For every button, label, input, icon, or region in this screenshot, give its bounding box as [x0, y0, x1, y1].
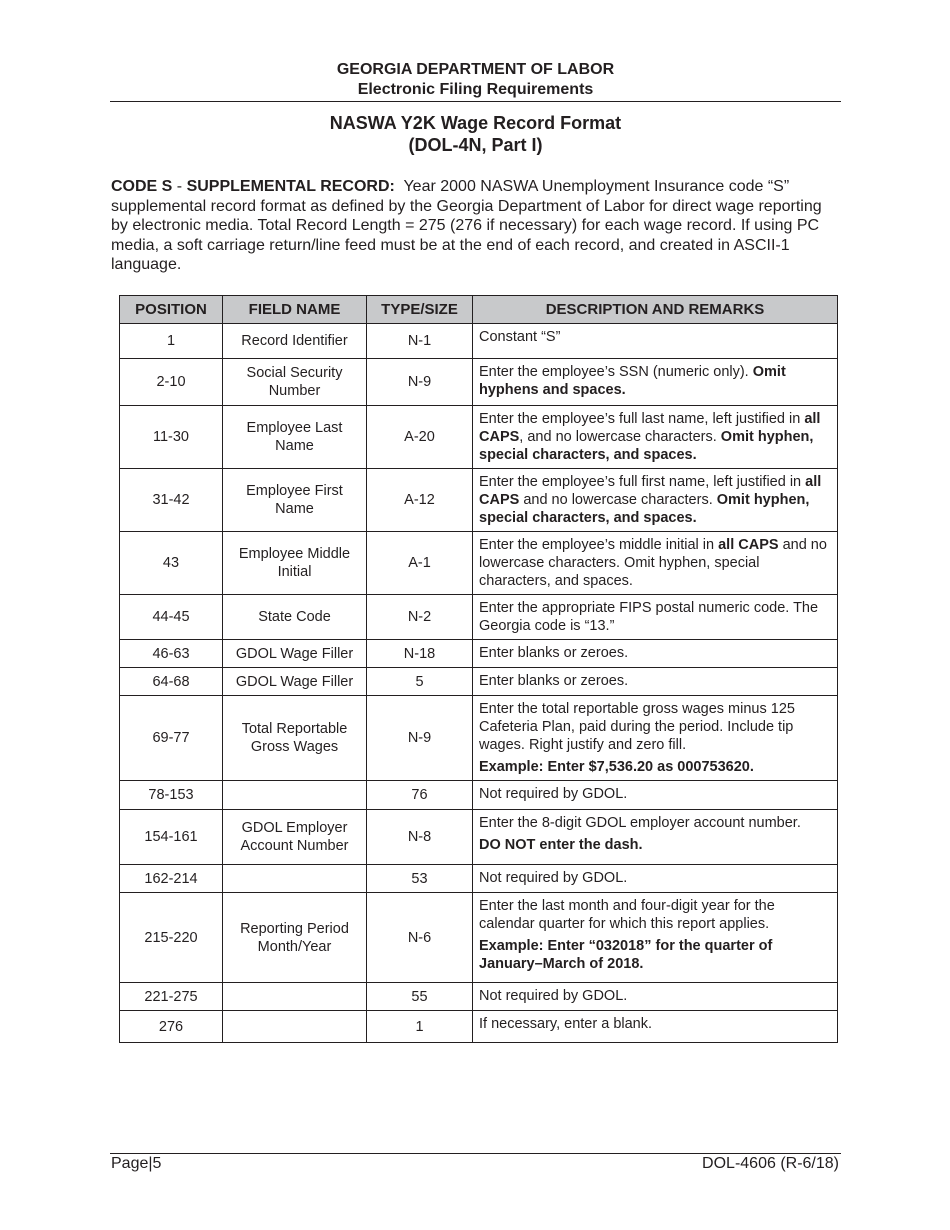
cell-field-name: Employee Middle Initial — [223, 532, 367, 595]
cell-field-name: Employee First Name — [223, 469, 367, 532]
cell-position: 31-42 — [120, 469, 223, 532]
cell-position: 78-153 — [120, 781, 223, 810]
cell-field-name: GDOL Employer Account Number — [223, 810, 367, 865]
table-row — [120, 595, 838, 640]
cell-type-size: N-9 — [367, 696, 473, 781]
cell-field-name: Employee Last Name — [223, 406, 367, 469]
description-text: Enter the employee’s full last name, left justified in — [479, 411, 805, 427]
cell-field-name: Social Security Number — [223, 359, 367, 406]
intro-separator: - — [172, 178, 187, 195]
table-row — [120, 865, 838, 893]
cell-description — [473, 469, 838, 532]
cell-description — [473, 406, 838, 469]
cell-type-size: N-9 — [367, 359, 473, 406]
title-line-2: (DOL-4N, Part I) — [408, 135, 543, 155]
description-emphasis: Omit hyphen, special characters, and spaces. — [479, 429, 814, 463]
cell-description — [473, 640, 838, 668]
description-text: Enter the 8-digit GDOL employer account number. — [479, 815, 801, 831]
cell-field-name — [223, 865, 367, 893]
description-caps: all CAPS — [479, 474, 822, 508]
header-position: POSITION — [120, 296, 223, 324]
description-text-continued: and no lowercase characters. Omit hyphen, special characters, and spaces. — [479, 537, 831, 589]
header-divider — [110, 101, 841, 102]
cell-description — [473, 595, 838, 640]
title-line-1: NASWA Y2K Wage Record Format — [329, 113, 622, 133]
cell-position: 44-45 — [120, 595, 223, 640]
cell-field-name: Total Reportable Gross Wages — [223, 696, 367, 781]
cell-type-size: N-1 — [367, 324, 473, 359]
cell-position: 276 — [120, 1011, 223, 1043]
cell-description — [473, 532, 838, 595]
description-text: Not required by GDOL. — [479, 786, 628, 802]
table-row — [120, 469, 838, 532]
cell-field-name: GDOL Wage Filler — [223, 640, 367, 668]
table-row — [120, 532, 838, 595]
description-text: Enter the total reportable gross wages minus 125 Cafeteria Plan, paid during the period. Include tip wages. Right justify and zero fill. — [479, 701, 799, 753]
cell-description — [473, 696, 838, 781]
cell-position: 2-10 — [120, 359, 223, 406]
description-text-continued: , and no lowercase characters. — [519, 429, 721, 445]
cell-position: 64-68 — [120, 668, 223, 696]
cell-field-name — [223, 983, 367, 1011]
cell-description — [473, 1011, 838, 1043]
description-caps: all CAPS — [718, 537, 779, 553]
table-row — [120, 640, 838, 668]
cell-field-name: Reporting Period Month/Year — [223, 893, 367, 983]
cell-type-size: A-20 — [367, 406, 473, 469]
table-row — [120, 359, 838, 406]
cell-type-size: A-12 — [367, 469, 473, 532]
cell-field-name — [223, 1011, 367, 1043]
table-row — [120, 983, 838, 1011]
cell-type-size: N-8 — [367, 810, 473, 865]
description-text-continued: and no lowercase characters. — [519, 492, 717, 508]
description-example: DO NOT enter the dash. — [479, 837, 643, 853]
cell-position: 46-63 — [120, 640, 223, 668]
cell-field-name: Record Identifier — [223, 324, 367, 359]
table-row — [120, 406, 838, 469]
intro-label: SUPPLEMENTAL RECORD: — [186, 178, 395, 195]
description-emphasis: Omit hyphens and spaces. — [479, 364, 786, 398]
cell-description — [473, 668, 838, 696]
table-row — [120, 781, 838, 810]
cell-description — [473, 865, 838, 893]
record-format-table — [119, 295, 838, 1043]
footer-divider — [110, 1153, 841, 1154]
description-example: Example: Enter $7,536.20 as 000753620. — [479, 759, 754, 775]
org-name: GEORGIA DEPARTMENT OF LABOR — [336, 61, 615, 78]
table-row — [120, 810, 838, 865]
cell-type-size: 1 — [367, 1011, 473, 1043]
cell-position: 154-161 — [120, 810, 223, 865]
intro-paragraph — [111, 177, 841, 275]
cell-description — [473, 781, 838, 810]
cell-description — [473, 983, 838, 1011]
description-text: Enter the appropriate FIPS postal numeric code. The Georgia code is “13.” — [479, 600, 823, 634]
cell-position: 215-220 — [120, 893, 223, 983]
cell-type-size: 53 — [367, 865, 473, 893]
table-row — [120, 893, 838, 983]
page-number: Page|5 — [111, 1155, 162, 1172]
cell-type-size: N-6 — [367, 893, 473, 983]
cell-type-size: 76 — [367, 781, 473, 810]
cell-field-name — [223, 781, 367, 810]
cell-position: 162-214 — [120, 865, 223, 893]
cell-description — [473, 810, 838, 865]
description-text: Not required by GDOL. — [479, 988, 628, 1004]
header-subtitle: Electronic Filing Requirements — [357, 81, 594, 98]
cell-position: 1 — [120, 324, 223, 359]
description-text: Enter the employee’s middle initial in — [479, 537, 719, 553]
description-text: Enter the employee’s full first name, left justified in — [479, 474, 806, 490]
cell-description — [473, 324, 838, 359]
description-text: Enter the employee’s SSN (numeric only). — [479, 364, 753, 380]
cell-position: 69-77 — [120, 696, 223, 781]
header-field-name: FIELD NAME — [223, 296, 367, 324]
page-header — [110, 60, 841, 100]
cell-type-size: N-2 — [367, 595, 473, 640]
cell-type-size: 55 — [367, 983, 473, 1011]
form-number: DOL-4606 (R-6/18) — [702, 1155, 839, 1172]
header-type-size: TYPE/SIZE — [367, 296, 473, 324]
description-emphasis: Omit hyphen, special characters, and spaces. — [479, 492, 810, 526]
table-row — [120, 1011, 838, 1043]
table-row — [120, 668, 838, 696]
cell-description — [473, 359, 838, 406]
description-caps: all CAPS — [479, 411, 821, 445]
table-row — [120, 696, 838, 781]
description-text: Constant “S” — [479, 329, 561, 345]
cell-field-name: GDOL Wage Filler — [223, 668, 367, 696]
cell-type-size: A-1 — [367, 532, 473, 595]
header-description: DESCRIPTION AND REMARKS — [473, 296, 838, 324]
table-header-row — [120, 296, 838, 324]
intro-code: CODE S — [111, 178, 173, 195]
description-text: Enter the last month and four-digit year for the calendar quarter for which this report applies. — [479, 898, 779, 932]
cell-type-size: N-18 — [367, 640, 473, 668]
document-title — [110, 112, 841, 156]
cell-type-size: 5 — [367, 668, 473, 696]
description-example: Example: Enter “032018” for the quarter of January–March of 2018. — [479, 938, 773, 972]
table-row — [120, 324, 838, 359]
cell-position: 43 — [120, 532, 223, 595]
description-text: Enter blanks or zeroes. — [479, 673, 629, 689]
description-text: If necessary, enter a blank. — [479, 1016, 653, 1032]
description-text: Enter blanks or zeroes. — [479, 645, 629, 661]
intro-text: Year 2000 NASWA Unemployment Insurance code “S” supplemental record format as defined by the Georgia Department of Labor for direct wage reporting by electronic media. Total Record Length = 275 (276 if necessary) for each wage record. If using PC media, a soft carriage return/line feed must be at the end of each record, and created in ASCII-1 language. — [111, 178, 827, 274]
table-body — [120, 324, 838, 1043]
cell-field-name: State Code — [223, 595, 367, 640]
cell-position: 221-275 — [120, 983, 223, 1011]
cell-position: 11-30 — [120, 406, 223, 469]
cell-description — [473, 893, 838, 983]
description-text: Not required by GDOL. — [479, 870, 628, 886]
